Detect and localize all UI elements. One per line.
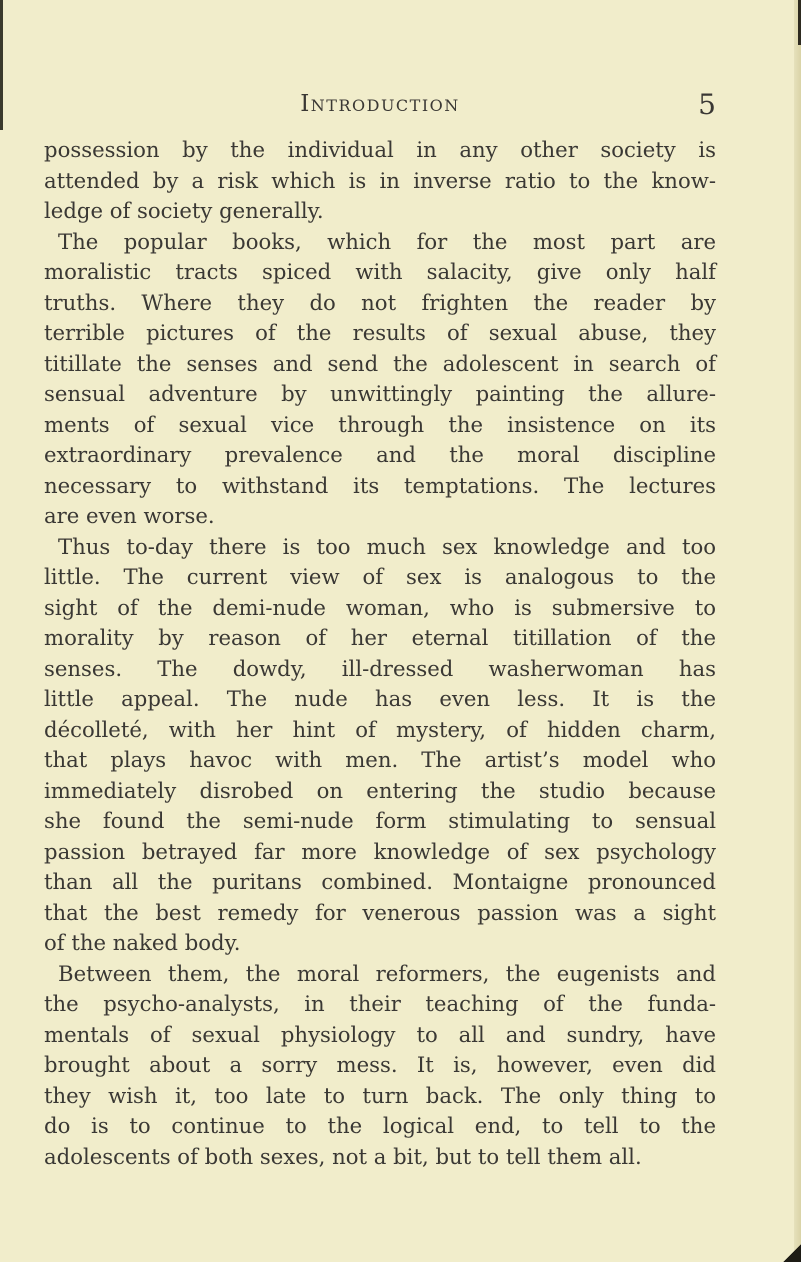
text-line: of the naked body.	[44, 930, 241, 955]
text-line: little. The current view of sex is analogous to the	[44, 564, 716, 589]
text-line: are even worse.	[44, 503, 215, 528]
page-header	[44, 88, 716, 124]
page-right-edge	[794, 0, 801, 1262]
text-line: attended by a risk which is in inverse ratio to the know-	[44, 167, 716, 193]
text-line: moralistic tracts spiced with salacity, give only half	[44, 259, 716, 284]
text-line: that plays havoc with men. The artist’s model who	[44, 747, 716, 772]
text-line: morality by reason of her eternal titillation of the	[44, 625, 716, 650]
text-line: truths. Where they do not frighten the reader by	[44, 289, 716, 315]
text-line: ments of sexual vice through the insistence on its	[44, 411, 716, 437]
text-line: immediately disrobed on entering the studio because	[44, 777, 716, 803]
text-line: that the best remedy for venerous passion was a sight	[44, 899, 716, 925]
text-line: adolescents of both sexes, not a bit, but to tell them all.	[44, 1143, 642, 1169]
body-text	[44, 135, 716, 1172]
text-line: extraordinary prevalence and the moral discipline	[44, 442, 716, 467]
text-line: the psycho-analysts, in their teaching of the funda-	[44, 991, 716, 1016]
text-line: than all the puritans combined. Montaigne pronounced	[44, 869, 716, 894]
text-line: senses. The dowdy, ill-dressed washerwoman has	[44, 655, 716, 681]
text-line: do is to continue to the logical end, to tell to the	[44, 1113, 716, 1138]
text-line: mentals of sexual physiology to all and sundry, have	[44, 1021, 716, 1047]
text-line: sensual adventure by unwittingly painting the allure-	[44, 381, 716, 406]
text-line: Between them, the moral reformers, the eugenists and	[58, 960, 716, 986]
text-line: sight of the demi-nude woman, who is submersive to	[44, 594, 716, 620]
text-line: titillate the senses and send the adolescent in search of	[44, 350, 716, 376]
text-line: ledge of society generally.	[44, 198, 324, 223]
text-line: they wish it, too late to turn back. The only thing to	[44, 1082, 716, 1108]
corner-mark	[783, 1240, 801, 1262]
text-line: possession by the individual in any other society is	[44, 137, 716, 162]
text-line: she found the semi-nude form stimulating to sensual	[44, 808, 716, 833]
text-line: décolleté, with her hint of mystery, of hidden charm,	[44, 716, 716, 742]
text-line: terrible pictures of the results of sexual abuse, they	[44, 320, 716, 345]
text-line: little appeal. The nude has even less. It is the	[44, 686, 716, 711]
running-title: Introduction	[300, 91, 460, 117]
text-line: The popular books, which for the most part are	[58, 228, 716, 254]
text-line: necessary to withstand its temptations. The lectures	[44, 472, 716, 498]
page-number: 5	[698, 88, 716, 121]
text-line: brought about a sorry mess. It is, however, even did	[44, 1052, 716, 1077]
text-line: Thus to-day there is too much sex knowledge and too	[58, 533, 716, 559]
binding-edge	[0, 0, 3, 130]
text-line: passion betrayed far more knowledge of sex psychology	[44, 838, 716, 864]
